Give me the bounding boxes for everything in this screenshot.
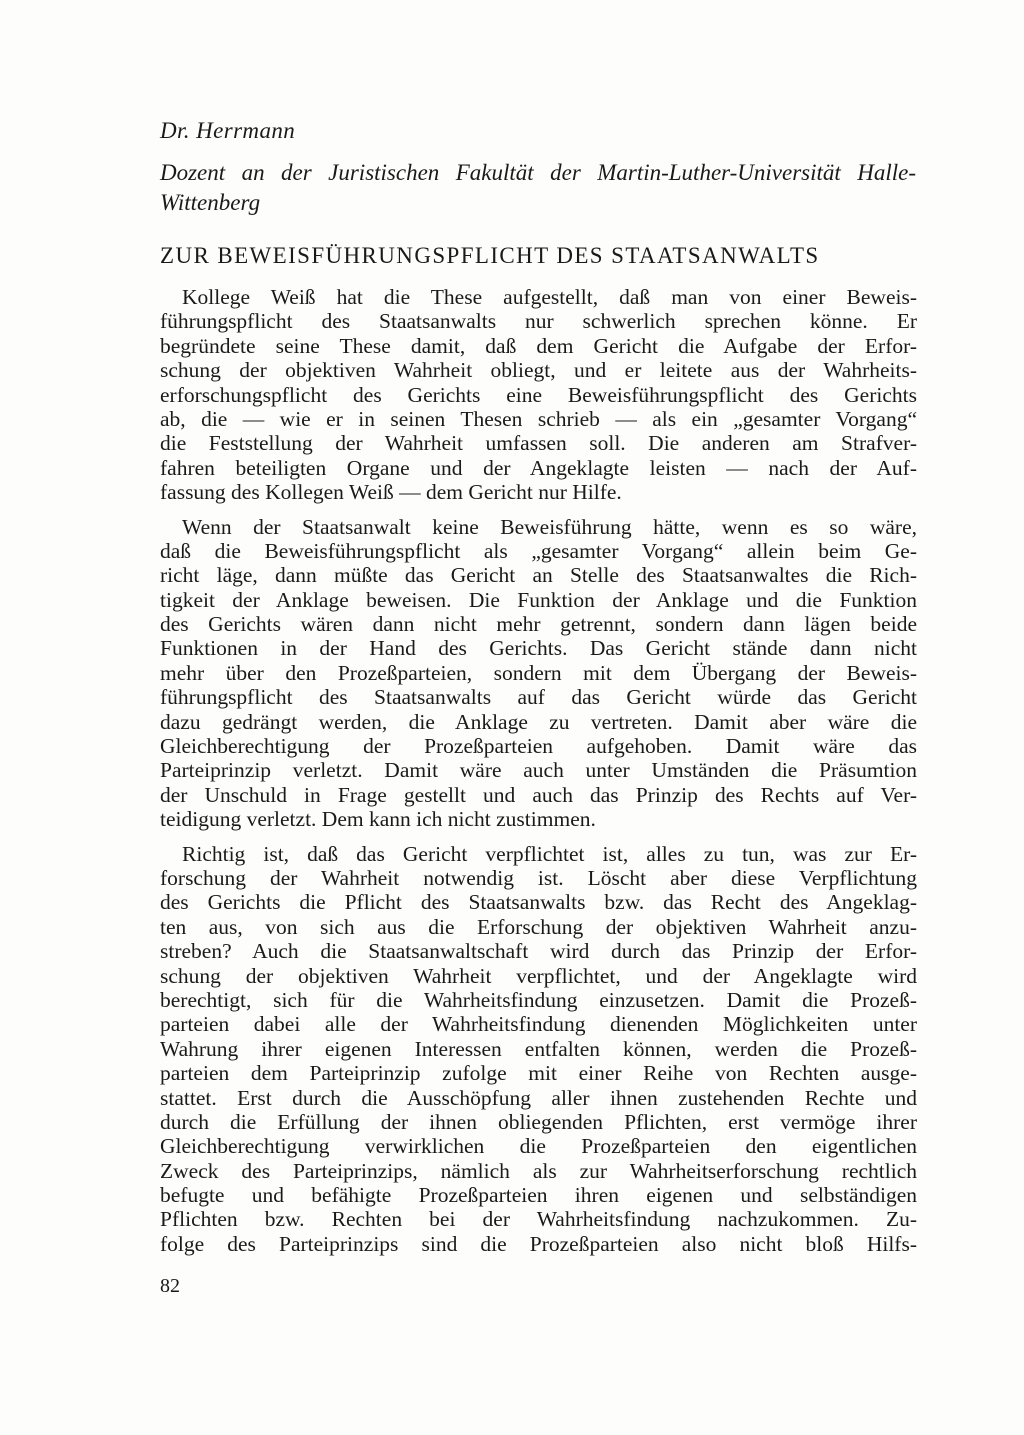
text-line: Zweck des Parteiprinzips, nämlich als zur Wahrheitserforschung rechtlich xyxy=(160,1158,917,1183)
text-line: Wenn der Staatsanwalt keine Beweisführung hätte, wenn es so wäre, xyxy=(182,514,917,539)
text-line: Funktionen in der Hand des Gerichts. Das Gericht stände dann nicht xyxy=(160,636,917,661)
text-line: ten aus, von sich aus die Erforschung der objektiven Wahrheit anzu- xyxy=(160,914,917,939)
text-line: befugte und befähigte Prozeßparteien ihren eigenen und selbständigen xyxy=(160,1183,917,1208)
text-line: Wahrung ihrer eigenen Interessen entfalten können, werden die Prozeß- xyxy=(160,1036,917,1061)
article-title: ZUR BEWEISFÜHRUNGSPFLICHT DES STAATSANWALTS xyxy=(160,243,820,268)
text-line: mehr über den Prozeßparteien, sondern mit dem Übergang der Beweis- xyxy=(160,660,917,685)
text-line: ab, die — wie er in seinen Thesen schrieb — als ein „gesamter Vorgang“ xyxy=(160,406,917,431)
text-line: parteien dem Parteiprinzip zufolge mit einer Reihe von Rechten ausge- xyxy=(160,1061,917,1086)
text-line: schung der objektiven Wahrheit obliegt, und er leitete aus der Wahrheits- xyxy=(160,358,917,383)
text-line: durch die Erfüllung der ihnen obliegenden Pflichten, erst vermöge ihrer xyxy=(160,1109,917,1134)
text-line: forschung der Wahrheit notwendig ist. Löscht aber diese Verpflichtung xyxy=(160,865,917,890)
text-line: richt läge, dann müßte das Gericht an Stelle des Staatsanwaltes die Rich- xyxy=(160,563,917,588)
text-line: des Gerichts die Pflicht des Staatsanwalts bzw. das Recht des Angeklag- xyxy=(160,890,917,915)
paragraph-gap xyxy=(160,832,917,842)
text-line: folge des Parteiprinzips sind die Prozeßparteien also nicht bloß Hilfs- xyxy=(160,1231,917,1256)
paragraph-3 xyxy=(160,842,917,1257)
paragraph-1 xyxy=(160,285,917,505)
text-line: tigkeit der Anklage beweisen. Die Funktion der Anklage und die Funktion xyxy=(160,587,917,612)
text-line: Richtig ist, daß das Gericht verpflichtet ist, alles zu tun, was zur Er- xyxy=(182,841,917,866)
author-name: Dr. Herrmann xyxy=(160,118,296,143)
text-line: begründete seine These damit, daß dem Gericht die Aufgabe der Erfor- xyxy=(160,333,917,358)
text-line: berechtigt, sich für die Wahrheitsfindung einzusetzen. Damit die Prozeß- xyxy=(160,987,917,1012)
author-affiliation: Dozent an der Juristischen Fakultät der Martin-Luther-Universität Halle-Wittenberg xyxy=(160,160,916,215)
text-line: daß die Beweisführungspflicht als „gesamter Vorgang“ allein beim Ge- xyxy=(160,538,917,563)
page-number: 82 xyxy=(160,1275,180,1297)
text-line: schung der objektiven Wahrheit verpflichtet, und der Angeklagte wird xyxy=(160,963,917,988)
text-line: erforschungspflicht des Gerichts eine Beweisführungspflicht des Gerichts xyxy=(160,382,917,407)
text-line: streben? Auch die Staatsanwaltschaft wird durch das Prinzip der Erfor- xyxy=(160,939,917,964)
text-line: Pflichten bzw. Rechten bei der Wahrheitsfindung nachzukommen. Zu- xyxy=(160,1207,917,1232)
text-line: die Feststellung der Wahrheit umfassen soll. Die anderen am Strafver- xyxy=(160,431,917,456)
text-line: Kollege Weiß hat die These aufgestellt, daß man von einer Beweis- xyxy=(182,285,917,309)
text-line: führungspflicht des Staatsanwalts nur schwerlich sprechen könne. Er xyxy=(160,309,917,334)
text-line: Parteiprinzip verletzt. Damit wäre auch unter Umständen die Präsumtion xyxy=(160,758,917,783)
article-body xyxy=(160,285,917,1256)
paragraph-2 xyxy=(160,515,917,832)
text-line: stattet. Erst durch die Ausschöpfung aller ihnen zustehenden Rechte und xyxy=(160,1085,917,1110)
text-line: parteien dabei alle der Wahrheitsfindung dienenden Möglichkeiten unter xyxy=(160,1012,917,1037)
text-line: führungspflicht des Staatsanwalts auf das Gericht würde das Gericht xyxy=(160,685,917,710)
text-line: des Gerichts wären dann nicht mehr getrennt, sondern dann lägen beide xyxy=(160,612,917,637)
text-line: der Unschuld in Frage gestellt und auch das Prinzip des Rechts auf Ver- xyxy=(160,782,917,807)
text-line: teidigung verletzt. Dem kann ich nicht zustimmen. xyxy=(160,807,596,832)
text-line: Gleichberechtigung der Prozeßparteien aufgehoben. Damit wäre das xyxy=(160,734,917,759)
paragraph-gap xyxy=(160,505,917,515)
text-line: fassung des Kollegen Weiß — dem Gericht nur Hilfe. xyxy=(160,480,622,505)
text-line: dazu gedrängt werden, die Anklage zu vertreten. Damit aber wäre die xyxy=(160,709,917,734)
text-line: Gleichberechtigung verwirklichen die Prozeßparteien den eigentlichen xyxy=(160,1134,917,1159)
text-line: fahren beteiligten Organe und der Angeklagte leisten — nach der Auf- xyxy=(160,455,917,480)
